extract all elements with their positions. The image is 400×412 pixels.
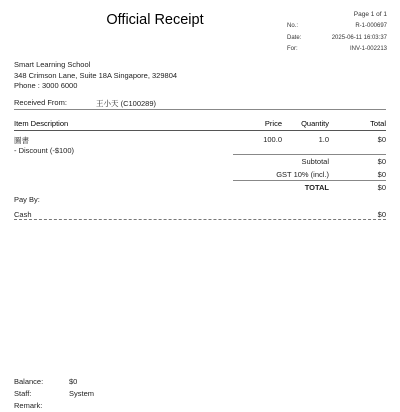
meta-label: For: — [287, 46, 298, 52]
balance-value: $0 — [69, 377, 78, 386]
gst-label: GST 10% (incl.) — [276, 170, 329, 179]
item-description: 圖書 — [14, 136, 29, 145]
receipt-meta — [287, 21, 387, 56]
staff-value: System — [69, 389, 95, 398]
item-quantity: 1.0 — [318, 135, 329, 144]
receipt-title: Official Receipt — [106, 12, 204, 28]
item-price: 100.0 — [263, 135, 282, 144]
pay-by-label: Pay By: — [14, 195, 40, 204]
page-number: Page 1 of 1 — [353, 11, 387, 18]
column-header-description: Item Description — [14, 119, 69, 128]
column-header-price: Price — [264, 119, 282, 128]
school-info — [14, 60, 177, 92]
school-name: Smart Learning School — [14, 60, 91, 69]
payment-amount: $0 — [377, 210, 386, 219]
total-label: TOTAL — [304, 183, 329, 192]
item-total: $0 — [377, 135, 386, 144]
items-divider — [233, 154, 386, 155]
meta-value: INV-1-002213 — [349, 46, 387, 52]
school-phone: Phone : 3000 6000 — [14, 81, 78, 90]
meta-label: Date: — [287, 34, 302, 41]
remark-label: Remark: — [14, 401, 43, 410]
meta-label: No.: — [287, 23, 299, 29]
payment-method: Cash — [14, 210, 32, 219]
subtotal-label: Subtotal — [301, 157, 329, 166]
summary-divider — [233, 180, 386, 181]
total-value: $0 — [377, 183, 386, 192]
column-header-total: Total — [370, 119, 386, 128]
meta-value: 2025-06-11 16:03:37 — [331, 34, 387, 41]
item-discount: - Discount (-$100) — [14, 146, 75, 155]
meta-row-date — [287, 33, 387, 45]
table-header-divider — [14, 130, 386, 131]
balance-label: Balance: — [14, 377, 44, 386]
payment-divider — [14, 219, 386, 220]
received-from-label: Received From: — [14, 98, 67, 107]
staff-label: Staff: — [14, 389, 32, 398]
received-from-value: 王小天 (C100289) — [96, 99, 157, 108]
divider — [14, 109, 386, 110]
meta-value: R-1-000697 — [355, 23, 387, 29]
school-address: 348 Crimson Lane, Suite 18A Singapore, 329804 — [14, 70, 178, 80]
subtotal-value: $0 — [377, 157, 386, 166]
gst-value: $0 — [377, 170, 386, 179]
meta-row-number — [287, 21, 387, 33]
column-header-quantity: Quantity — [301, 119, 329, 128]
meta-row-for — [287, 44, 387, 56]
